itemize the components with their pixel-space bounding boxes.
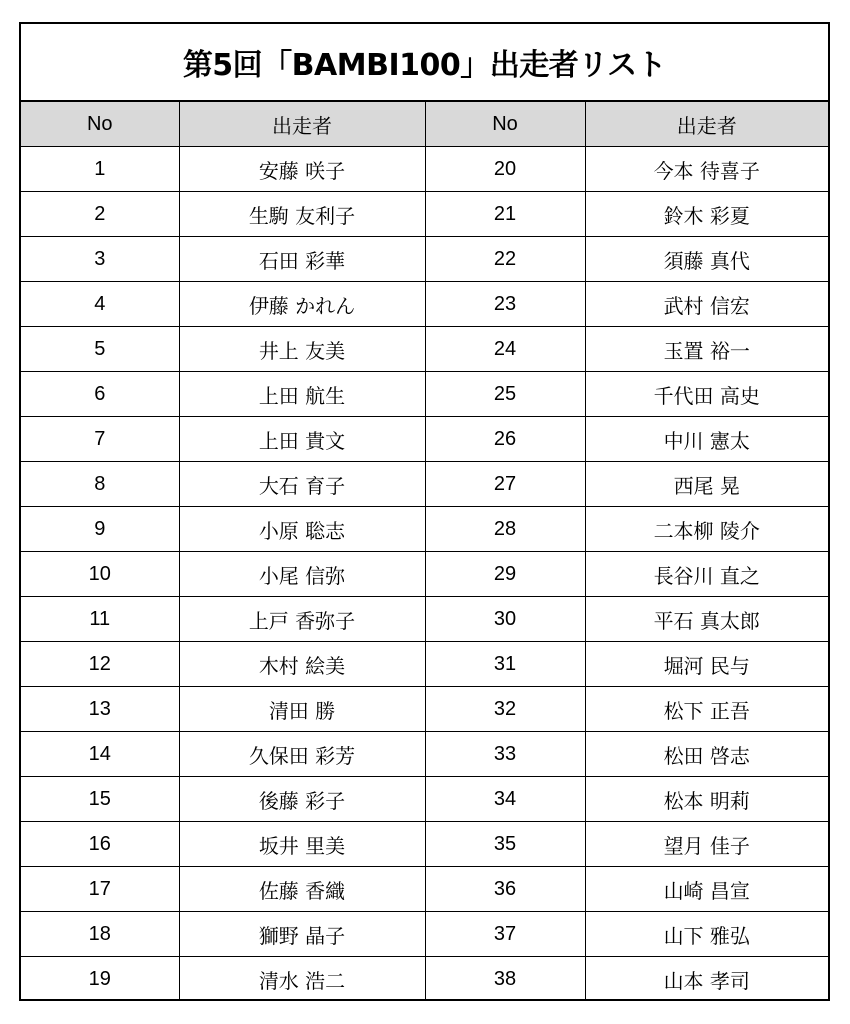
header-runner-left: 出走者 <box>179 102 425 147</box>
runner-name-right: 玉置 裕一 <box>585 327 828 372</box>
table-row <box>21 642 828 687</box>
table-row <box>21 192 828 237</box>
runner-name-right: 山下 雅弘 <box>585 912 828 957</box>
runner-number-left: 16 <box>21 822 179 867</box>
runner-name-right: 鈴木 彩夏 <box>585 192 828 237</box>
runner-number-right: 30 <box>425 597 585 642</box>
runner-number-right: 25 <box>425 372 585 417</box>
table-row <box>21 597 828 642</box>
runner-name-left: 後藤 彩子 <box>179 777 425 822</box>
runner-number-left: 10 <box>21 552 179 597</box>
runner-number-right: 29 <box>425 552 585 597</box>
runner-name-left: 井上 友美 <box>179 327 425 372</box>
runner-name-right: 西尾 晃 <box>585 462 828 507</box>
runner-name-right: 堀河 民与 <box>585 642 828 687</box>
table-row <box>21 687 828 732</box>
runner-name-right: 武村 信宏 <box>585 282 828 327</box>
runner-name-left: 小尾 信弥 <box>179 552 425 597</box>
runner-name-right: 松下 正吾 <box>585 687 828 732</box>
runner-number-left: 17 <box>21 867 179 912</box>
runner-name-right: 須藤 真代 <box>585 237 828 282</box>
runner-name-left: 上戸 香弥子 <box>179 597 425 642</box>
runner-name-left: 獅野 晶子 <box>179 912 425 957</box>
table-row <box>21 462 828 507</box>
runner-number-right: 35 <box>425 822 585 867</box>
table-row <box>21 282 828 327</box>
roster-sheet <box>19 22 830 1001</box>
runner-number-right: 20 <box>425 147 585 192</box>
table-row <box>21 957 828 1002</box>
table-row <box>21 327 828 372</box>
runner-number-left: 14 <box>21 732 179 777</box>
runner-name-left: 清田 勝 <box>179 687 425 732</box>
runner-name-right: 山崎 昌宣 <box>585 867 828 912</box>
runner-name-right: 二本柳 陵介 <box>585 507 828 552</box>
runner-name-right: 山本 孝司 <box>663 968 750 993</box>
runner-number-left: 13 <box>21 687 179 732</box>
runner-name-left: 伊藤 かれん <box>179 282 425 327</box>
header-no-left: No <box>21 102 179 147</box>
runner-name-right: 中川 憲太 <box>585 417 828 462</box>
runner-name-left: 久保田 彩芳 <box>179 732 425 777</box>
title-bar <box>21 24 828 102</box>
runner-number-left: 19 <box>21 957 179 1002</box>
runner-name-right: 望月 佳子 <box>585 822 828 867</box>
runner-number-right: 38 <box>425 957 585 1002</box>
runner-number-right: 37 <box>425 912 585 957</box>
header-runner-right: 出走者 <box>585 102 828 147</box>
runner-number-left: 12 <box>21 642 179 687</box>
header-row <box>21 102 828 147</box>
runner-number-right: 32 <box>425 687 585 732</box>
header-no-right: No <box>425 102 585 147</box>
runner-name-left: 上田 貴文 <box>179 417 425 462</box>
runner-name-right: 長谷川 直之 <box>585 552 828 597</box>
runner-name-right: 松田 啓志 <box>585 732 828 777</box>
runner-number-left: 18 <box>21 912 179 957</box>
runner-number-right: 34 <box>425 777 585 822</box>
runner-name-left: 木村 絵美 <box>179 642 425 687</box>
table-row <box>21 507 828 552</box>
runner-number-left: 15 <box>21 777 179 822</box>
runner-name-right: 松本 明莉 <box>585 777 828 822</box>
page-title: 第5回「BAMBI100」出走者リスト <box>182 48 667 83</box>
table-row <box>21 867 828 912</box>
runner-number-left: 8 <box>21 462 179 507</box>
runner-number-left: 2 <box>21 192 179 237</box>
runner-name-left: 大石 育子 <box>179 462 425 507</box>
runner-number-right: 27 <box>425 462 585 507</box>
runner-name-right: 千代田 高史 <box>585 372 828 417</box>
runner-name-right: 今本 待喜子 <box>585 147 828 192</box>
runner-table <box>21 102 828 1001</box>
table-row <box>21 372 828 417</box>
runner-number-right: 36 <box>425 867 585 912</box>
table-row <box>21 147 828 192</box>
runner-name-left: 小原 聡志 <box>179 507 425 552</box>
table-row <box>21 822 828 867</box>
runner-number-right: 23 <box>425 282 585 327</box>
runner-name-left: 安藤 咲子 <box>179 147 425 192</box>
runner-number-left: 6 <box>21 372 179 417</box>
runner-name-left: 生駒 友利子 <box>179 192 425 237</box>
runner-number-right: 33 <box>425 732 585 777</box>
runner-number-left: 1 <box>21 147 179 192</box>
runner-number-right: 22 <box>425 237 585 282</box>
runner-name-left: 石田 彩華 <box>179 237 425 282</box>
table-row <box>21 552 828 597</box>
runner-name-left: 佐藤 香織 <box>179 867 425 912</box>
runner-number-right: 26 <box>425 417 585 462</box>
runner-number-left: 9 <box>21 507 179 552</box>
table-row <box>21 237 828 282</box>
runner-name-left: 上田 航生 <box>179 372 425 417</box>
runner-name-right: 平石 真太郎 <box>585 597 828 642</box>
runner-number-right: 21 <box>425 192 585 237</box>
runner-number-left: 5 <box>21 327 179 372</box>
table-row <box>21 417 828 462</box>
runner-number-right: 31 <box>425 642 585 687</box>
table-row <box>21 912 828 957</box>
runner-number-left: 3 <box>21 237 179 282</box>
runner-number-right: 24 <box>425 327 585 372</box>
table-row <box>21 777 828 822</box>
table-row <box>21 732 828 777</box>
runner-number-left: 4 <box>21 282 179 327</box>
runner-name-left: 坂井 里美 <box>179 822 425 867</box>
runner-number-right: 28 <box>425 507 585 552</box>
runner-number-left: 11 <box>21 597 179 642</box>
runner-name-left: 清水 浩二 <box>179 957 425 1002</box>
table-body <box>21 147 828 1002</box>
runner-number-left: 7 <box>21 417 179 462</box>
